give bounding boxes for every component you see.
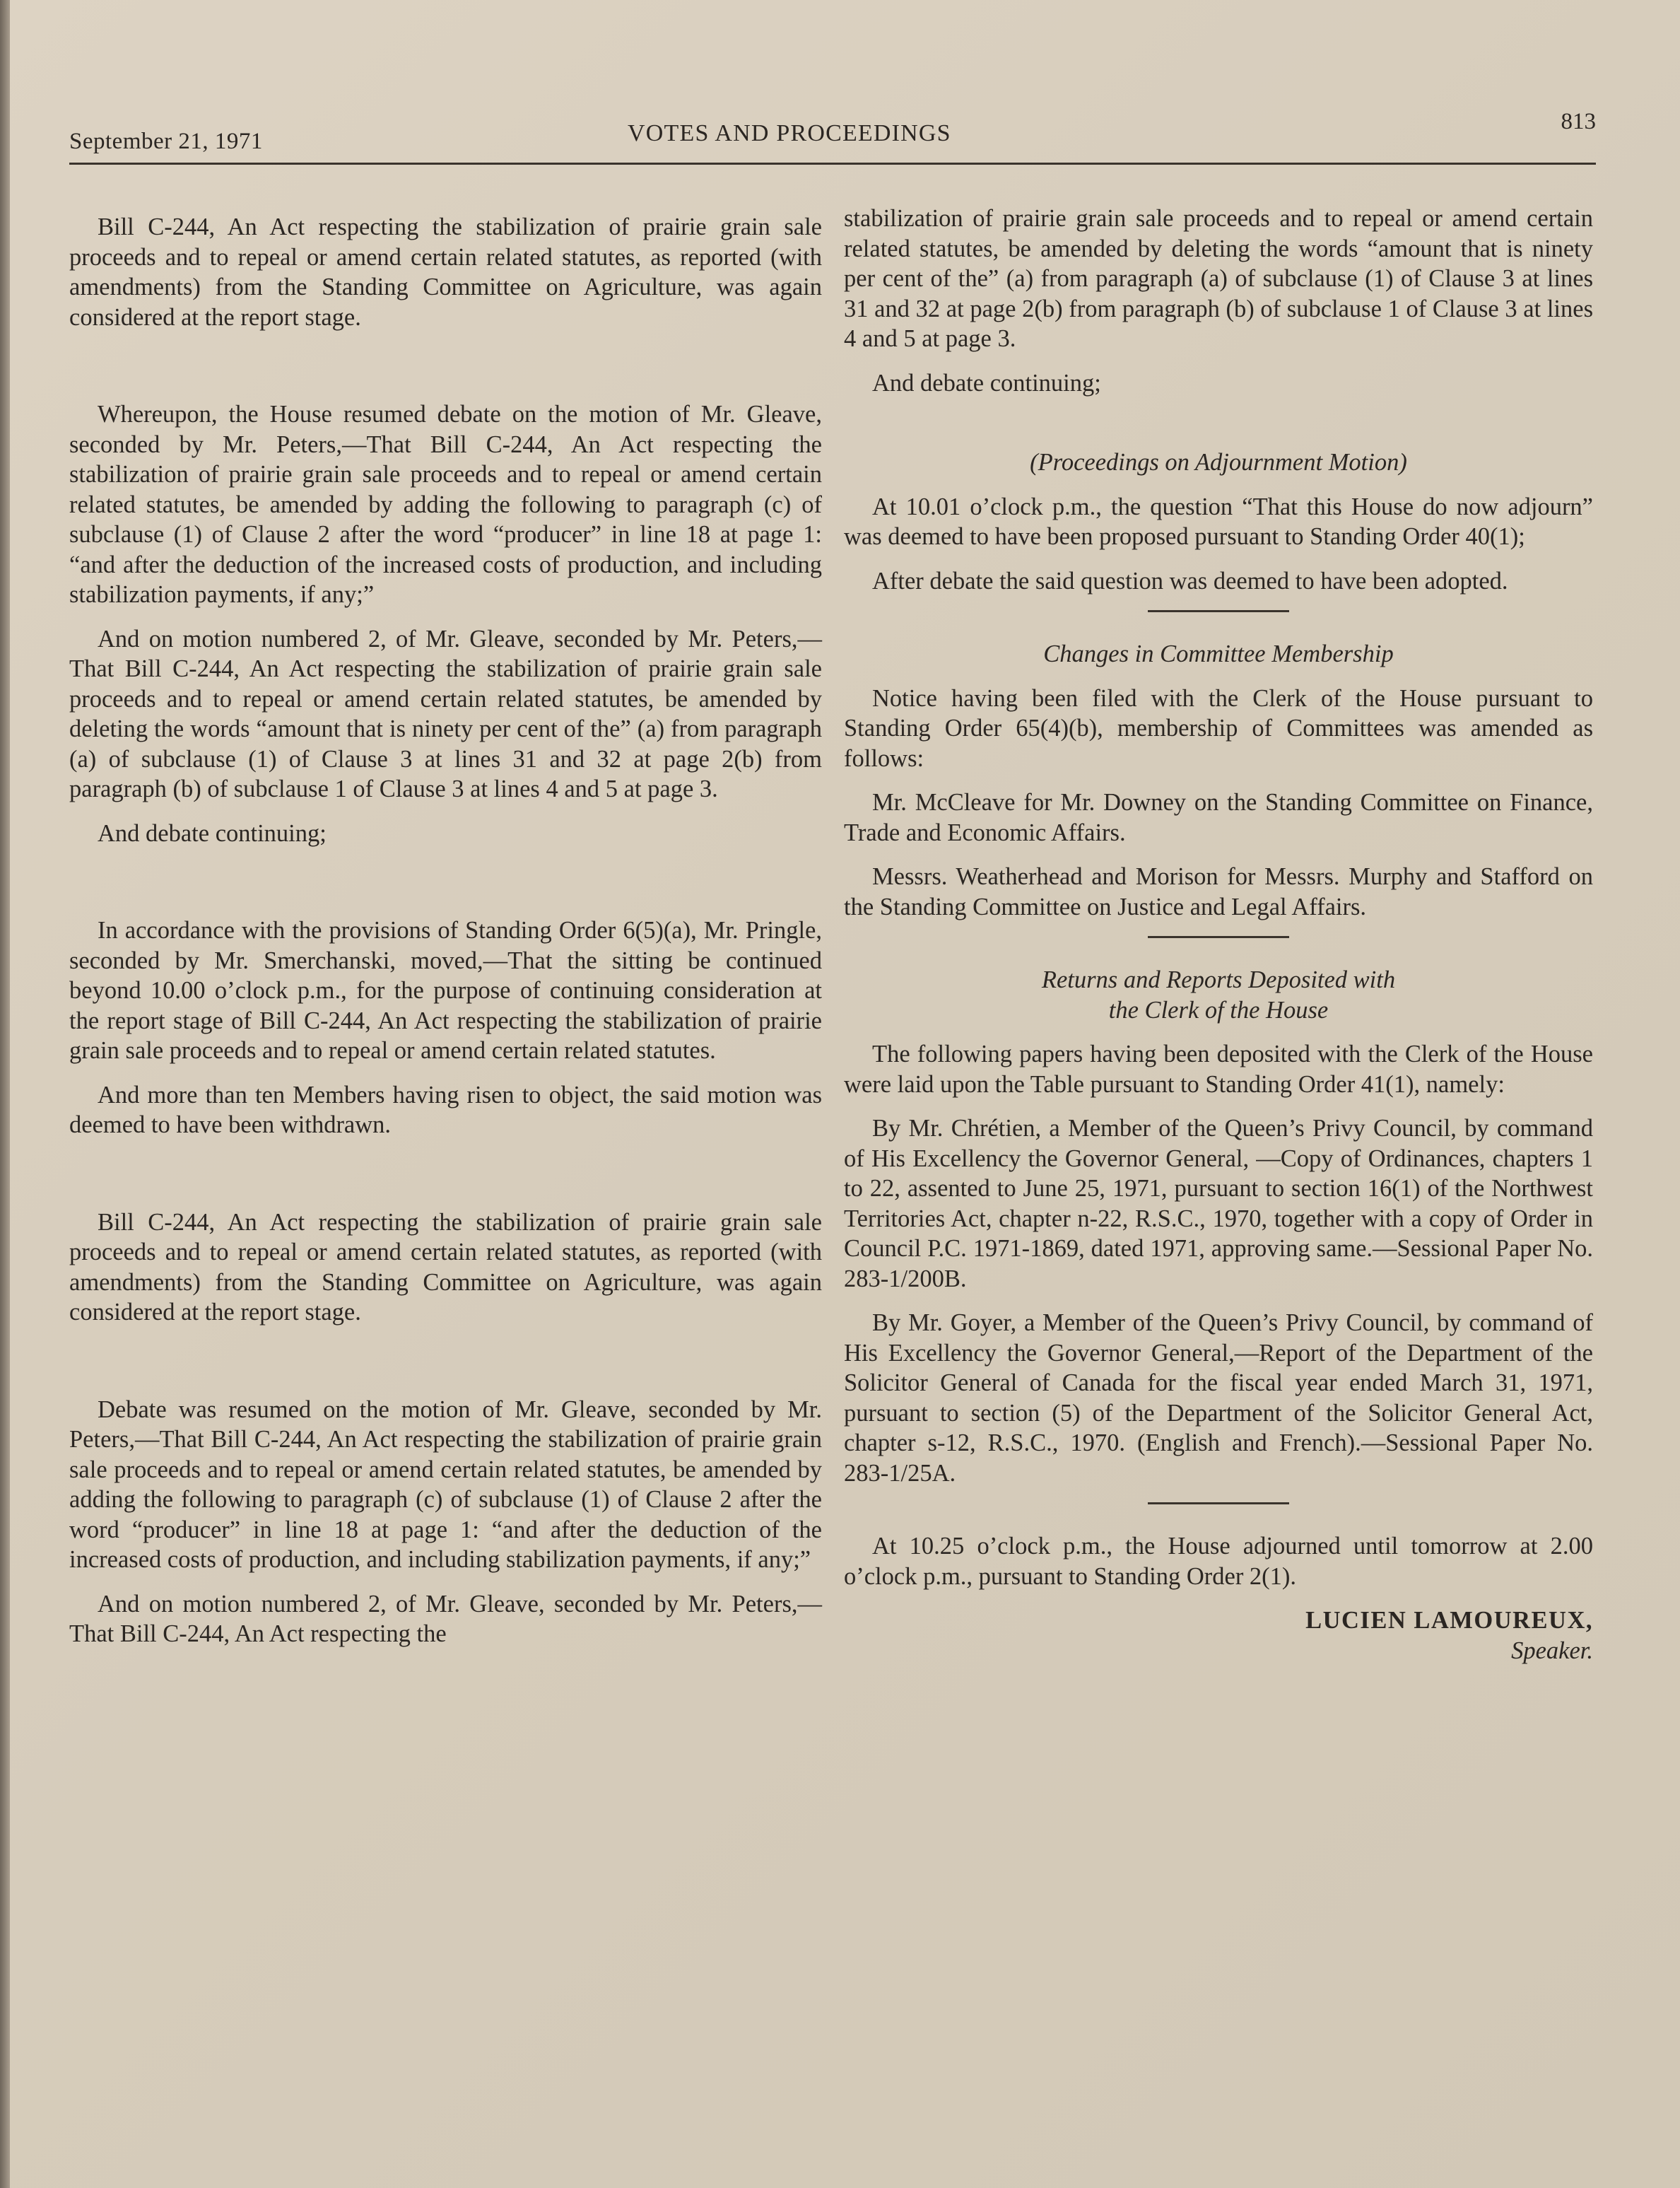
paragraph: By Mr. Chrétien, a Member of the Queen’s Privy Council, by command of His Excellency the Governor General, —Copy of Ordinances, chapters 1 to 22, assented to June 25, 1971, pursuant to section 16(1) of the Northwest Territories Act, chapter n-22, R.S.C., 1970, together with a copy of Order in Council P.C. 1971-1869, dated 1971, approving same.—Sessional Paper No. 283-1/200B. xyxy=(844,1115,1593,1292)
header-title: VOTES AND PROCEEDINGS xyxy=(628,120,951,146)
paragraph: In accordance with the provisions of Standing Order 6(5)(a), Mr. Pringle, seconded by Mr. Smerchanski, moved,—That the sitting be continued beyond 10.00 o’clock p.m., for the purpose of continuing consideration at the report stage of Bill C-244, An Act respecting the stabilization of prairie grain sale proceeds and to repeal or amend certain related statutes. xyxy=(69,917,822,1064)
paragraph: Notice having been filed with the Clerk of the House pursuant to Standing Order 65(4)(b), membership of Committees was amended as follows: xyxy=(844,684,1593,772)
paragraph: And more than ten Members having risen to object, the said motion was deemed to have been withdrawn. xyxy=(69,1081,822,1138)
paragraph: Messrs. Weatherhead and Morison for Messrs. Murphy and Stafford on the Standing Committee on Justice and Legal Affairs. xyxy=(844,863,1593,920)
paragraph: Whereupon, the House resumed debate on the motion of Mr. Gleave, seconded by Mr. Peters,—That Bill C-244, An Act respecting the stabilization of prairie grain sale proceeds and to repeal or amend certain related statutes, be amended by adding the following to paragraph (c) of subclause (1) of Clause 2 after the word “producer” in line 18 at page 1: “and after the deduction of the increased costs of production, and including stabilization payments, if any;” xyxy=(69,401,822,608)
paragraph: Bill C-244, An Act respecting the stabilization of prairie grain sale proceeds and to repeal or amend certain related statutes, as reported (with amendments) from the Standing Committee on Agriculture, was again considered at the report stage. xyxy=(69,213,822,331)
paragraph: And on motion numbered 2, of Mr. Gleave, seconded by Mr. Peters,—That Bill C-244, An Act respecting the stabilization of prairie grain sale proceeds and to repeal or amend certain related statutes, be amended by deleting the words “amount that is ninety per cent of the” (a) from paragraph (a) of subclause (1) of Clause 3 at lines 31 and 32 at page 2(b) from paragraph (b) of subclause 1 of Clause 3 at lines 4 and 5 at page 3. xyxy=(69,625,822,802)
page-number: 813 xyxy=(1561,109,1596,134)
section-divider xyxy=(1148,936,1289,938)
speaker-signature xyxy=(844,1605,1593,1666)
header-date: September 21, 1971 xyxy=(69,129,263,154)
document-page xyxy=(10,0,1680,2188)
section-divider xyxy=(1148,610,1289,612)
section-heading-adjournment: (Proceedings on Adjournment Motion) xyxy=(1030,449,1407,476)
signature-name: LUCIEN LAMOUREUX, xyxy=(1305,1607,1593,1634)
left-column xyxy=(69,212,822,1663)
heading-line: Returns and Reports Deposited with xyxy=(1041,966,1396,993)
paragraph: By Mr. Goyer, a Member of the Queen’s Privy Council, by command of His Excellency the Governor General,—Report of the Department of the Solicitor General of Canada for the fiscal year ended March 31, 1971, pursuant to section (5) of the Department of the Solicitor General Act, chapter s-12, R.S.C., 1970. (English and French).—Sessional Paper No. 283-1/25A. xyxy=(844,1309,1593,1487)
signature-title: Speaker. xyxy=(1511,1637,1593,1664)
paragraph: Bill C-244, An Act respecting the stabilization of prairie grain sale proceeds and to repeal or amend certain related statutes, as reported (with amendments) from the Standing Committee on Agriculture, was again considered at the report stage. xyxy=(69,1208,822,1326)
paragraph: And debate continuing; xyxy=(872,369,1101,397)
paragraph: Mr. McCleave for Mr. Downey on the Standing Committee on Finance, Trade and Economic Affairs. xyxy=(844,789,1593,846)
paragraph: After debate the said question was deemed to have been adopted. xyxy=(872,567,1508,595)
right-column xyxy=(844,204,1593,1666)
paragraph: At 10.01 o’clock p.m., the question “That this House do now adjourn” was deemed to have been proposed pursuant to Standing Order 40(1); xyxy=(844,493,1593,550)
paragraph: The following papers having been deposited with the Clerk of the House were laid upon the Table pursuant to Standing Order 41(1), namely: xyxy=(844,1041,1593,1098)
paragraph-continued: stabilization of prairie grain sale proceeds and to repeal or amend certain related statutes, be amended by deleting the words “amount that is ninety per cent of the” (a) from paragraph (a) of subclause (1) of Clause 3 at lines 31 and 32 at page 2(b) from paragraph (b) of subclause 1 of Clause 3 at lines 4 and 5 at page 3. xyxy=(844,205,1593,352)
page-binding-edge xyxy=(0,0,10,2188)
paragraph: And on motion numbered 2, of Mr. Gleave, seconded by Mr. Peters,—That Bill C-244, An Act respecting the xyxy=(69,1590,822,1647)
paragraph: And debate continuing; xyxy=(98,819,327,847)
heading-line: the Clerk of the House xyxy=(1108,996,1329,1024)
section-heading-returns xyxy=(844,965,1593,1025)
paragraph: At 10.25 o’clock p.m., the House adjourned until tomorrow at 2.00 o’clock p.m., pursuant to Standing Order 2(1). xyxy=(844,1533,1593,1590)
section-divider xyxy=(1148,1502,1289,1504)
page-header xyxy=(69,106,1596,165)
paragraph: Debate was resumed on the motion of Mr. Gleave, seconded by Mr. Peters,—That Bill C-244, An Act respecting the stabilization of prairie grain sale proceeds and to repeal or amend certain related statutes, be amended by adding the following to paragraph (c) of subclause (1) of Clause 2 after the word “producer” in line 18 at page 1: “and after the deduction of the increased costs of production, and including stabilization payments, if any;” xyxy=(69,1396,822,1573)
section-heading-committee: Changes in Committee Membership xyxy=(1043,640,1394,667)
